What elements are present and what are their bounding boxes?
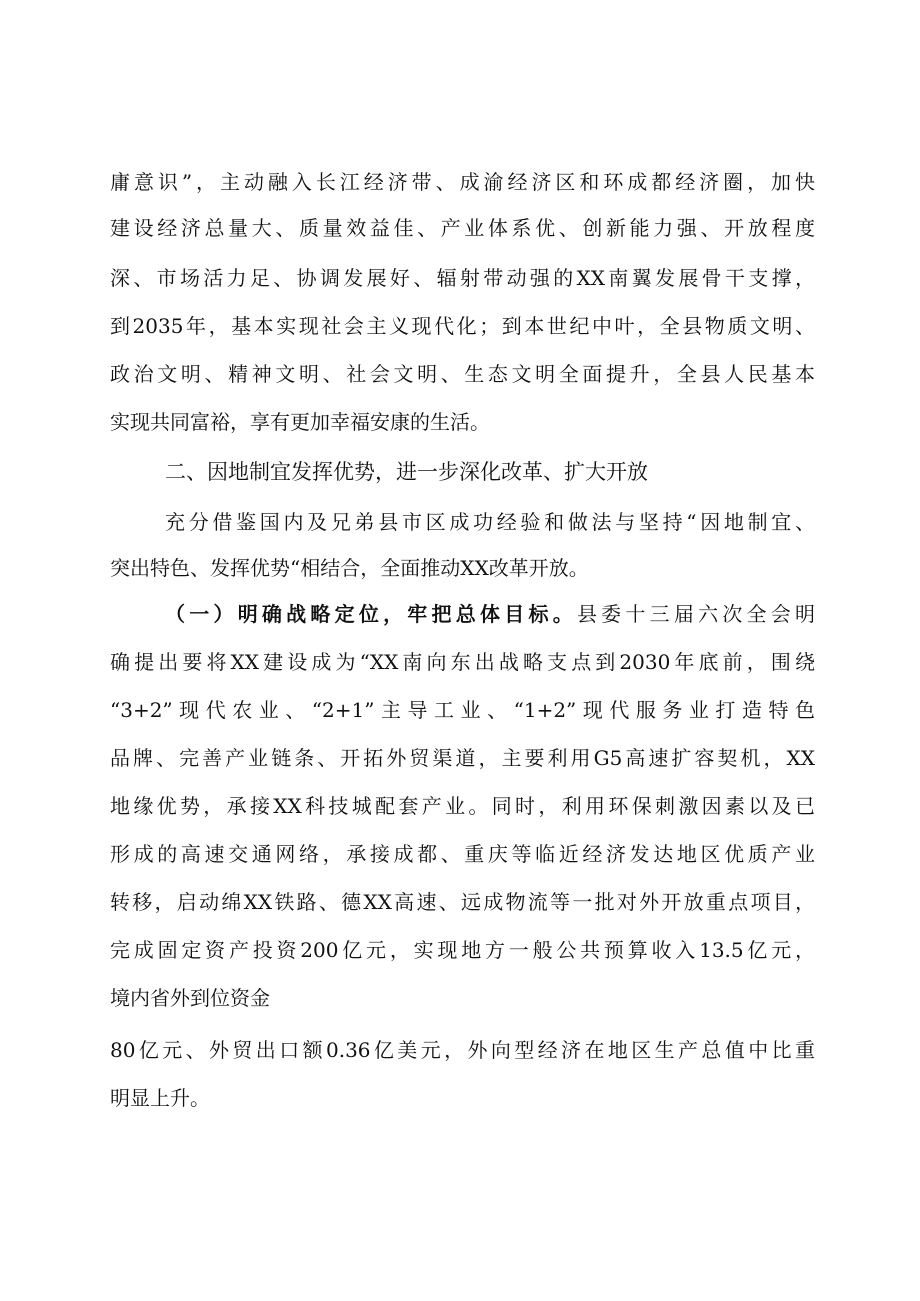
paragraph-1-line-6: 实现共同富裕，享有更加幸福安康的生活。 [110, 410, 490, 434]
paragraph-3-line-5: 地缘优势，承接XX科技城配套产业。同时，利用环保刺激因素以及已 [110, 794, 815, 818]
paragraph-3-line-9: 境内省外到位资金 [110, 986, 270, 1010]
paragraph-4-line-1: 80亿元、外贸出口额0.36亿美元，外向型经济在地区生产总值中比重 [110, 1038, 815, 1062]
paragraph-3-bold-lead: （一）明确战略定位，牢把总体目标。 [165, 602, 577, 626]
paragraph-3-first-line-rest: 县委十三届六次全会明 [576, 602, 815, 626]
paragraph-1-line-3: 深、市场活力足、协调发展好、辐射带动强的XX南翼发展骨干支撑， [110, 266, 815, 290]
paragraph-1-line-1: 庸意识”，主动融入长江经济带、成渝经济区和环成都经济圈，加快 [110, 170, 815, 194]
paragraph-4-line-2: 明显上升。 [110, 1086, 210, 1110]
paragraph-3-line-6: 形成的高速交通网络，承接成都、重庆等临近经济发达地区优质产业 [110, 842, 815, 866]
paragraph-2-line-2: 突出特色、发挥优势“相结合，全面推动XX改革开放。 [110, 556, 589, 580]
paragraph-1-line-2: 建设经济总量大、质量效益佳、产业体系优、创新能力强、开放程度 [110, 216, 815, 240]
paragraph-1-line-5: 政治文明、精神文明、社会文明、生态文明全面提升，全县人民基本 [110, 362, 815, 386]
paragraph-1-line-4: 到2035年，基本实现社会主义现代化；到本世纪中叶，全县物质文明、 [110, 314, 815, 338]
paragraph-3-line-1 [165, 594, 815, 634]
paragraph-3-line-8: 完成固定资产投资200亿元，实现地方一般公共预算收入13.5亿元， [110, 938, 815, 962]
paragraph-3-line-4: 品牌、完善产业链条、开拓外贸渠道，主要利用G5高速扩容契机，XX [110, 746, 815, 770]
paragraph-2-line-1: 充分借鉴国内及兄弟县市区成功经验和做法与坚持“因地制宜、 [165, 510, 815, 534]
paragraph-3-line-2: 确提出要将XX建设成为“XX南向东出战略支点到2030年底前，围绕 [110, 650, 815, 674]
section-heading: 二、因地制宜发挥优势，进一步深化改革、扩大开放 [165, 460, 648, 484]
paragraph-3-line-7: 转移，启动绵XX铁路、德XX高速、远成物流等一批对外开放重点项目， [110, 890, 815, 914]
paragraph-3-line-3: “3+2”现代农业、“2+1”主导工业、“1+2”现代服务业打造特色 [110, 698, 815, 722]
